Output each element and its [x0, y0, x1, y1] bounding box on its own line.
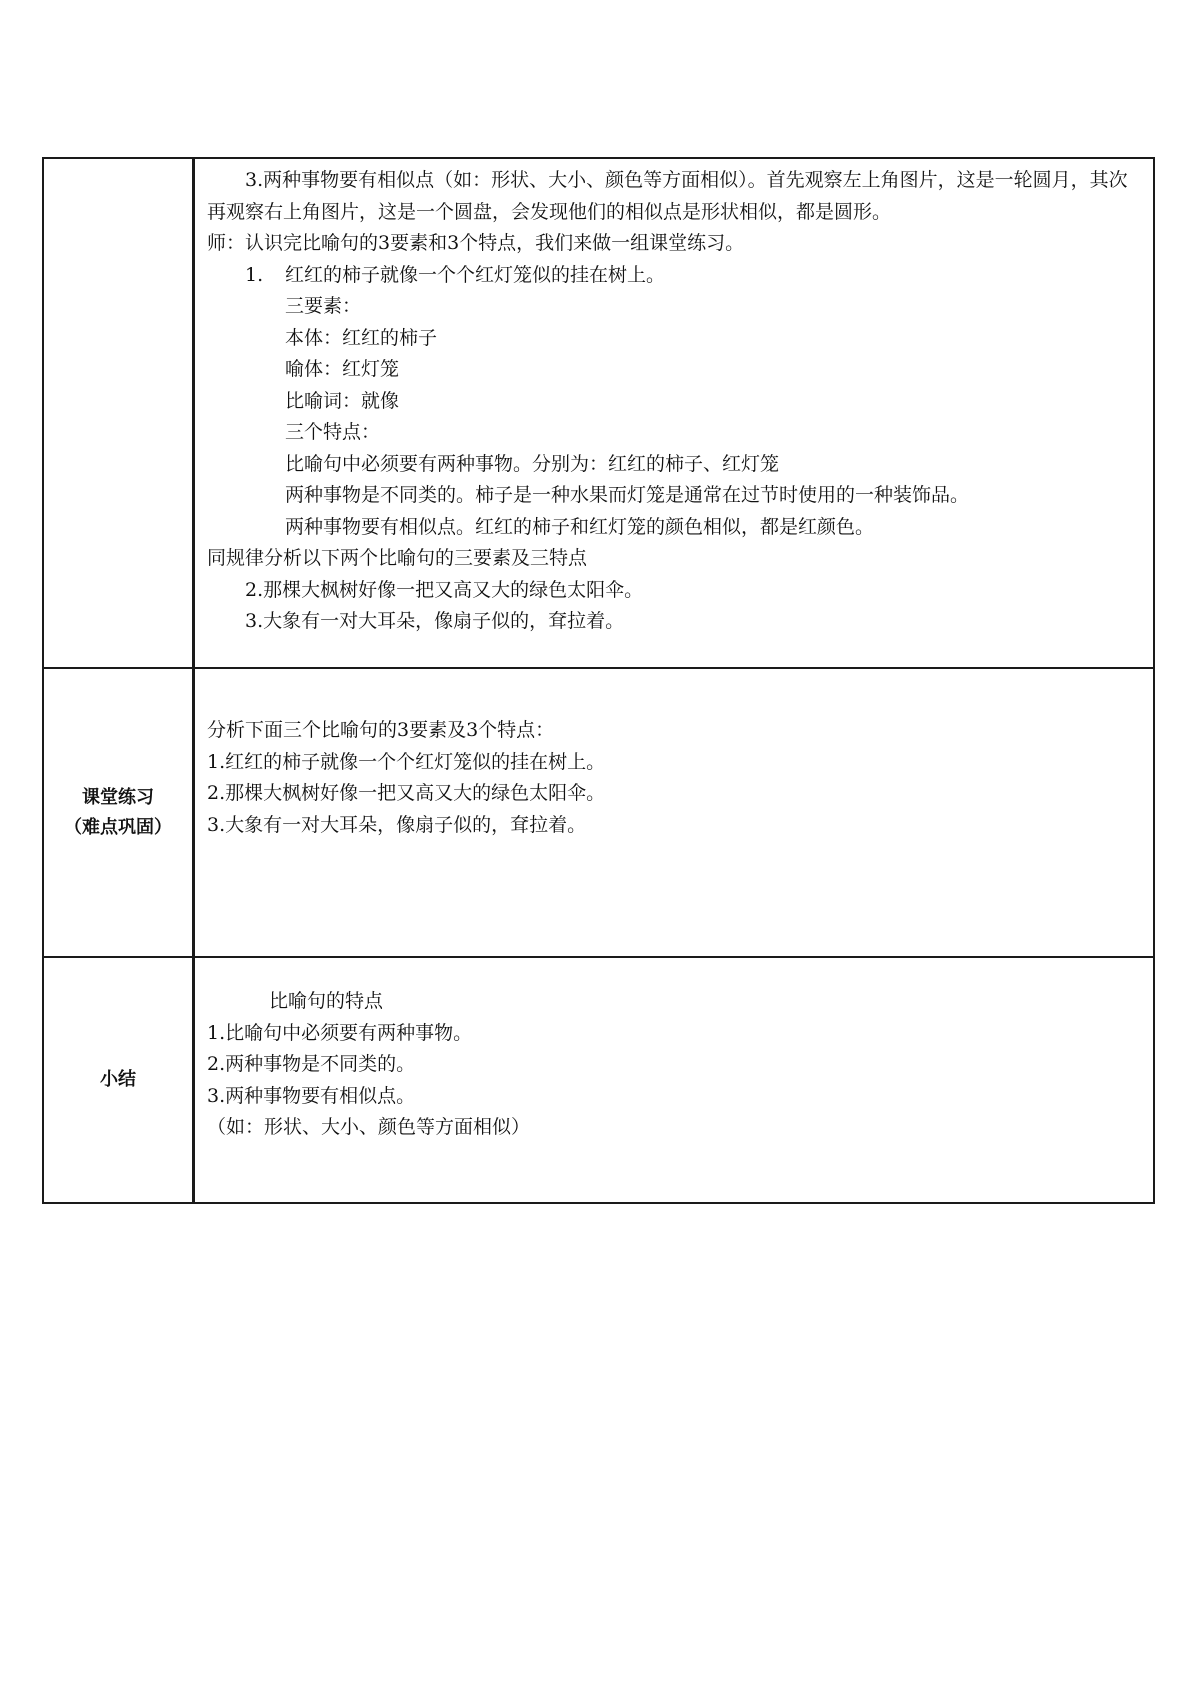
table-row-summary: [43, 957, 1154, 1203]
followup-line: 3.大象有一对大耳朵，像扇子似的，耷拉着。: [245, 610, 625, 632]
detail-line: 比喻词：就像: [285, 389, 400, 412]
followup-line: 2.那棵大枫树好像一把又高又大的绿色太阳伞。: [245, 578, 644, 601]
detail-line: 比喻句中必须要有两种事物。分别为：红红的柿子、红灯笼: [285, 452, 780, 475]
content-cell-teaching: [194, 158, 1155, 668]
row-label-cell-practice: [43, 668, 194, 957]
example-1: [207, 260, 1141, 292]
detail-line: 两种事物是不同类的。柿子是一种水果而灯笼是通常在过节时使用的一种装饰品。: [285, 484, 970, 506]
practice-line: 2.那棵大枫树好像一把又高又大的绿色太阳伞。: [207, 782, 606, 804]
practice-line: 3.大象有一对大耳朵，像扇子似的，耷拉着。: [207, 813, 587, 836]
table-row-teaching-continued: [43, 158, 1154, 668]
detail-line: 两种事物要有相似点。红红的柿子和红灯笼的颜色相似，都是红颜色。: [285, 515, 875, 538]
practice-line: 分析下面三个比喻句的3要素及3个特点：: [207, 719, 555, 741]
teacher-line: 师：认识完比喻句的3要素和3个特点，我们来做一组课堂练习。: [207, 232, 745, 254]
row-label: 课堂练习: [82, 786, 154, 808]
rule-line: 同规律分析以下两个比喻句的三要素及三特点: [207, 547, 588, 569]
detail-line: 喻体：红灯笼: [285, 358, 400, 380]
summary-line: 3.两种事物要有相似点。: [207, 1084, 416, 1107]
table-row-practice: [43, 668, 1154, 957]
paragraph-point-3: 3.两种事物要有相似点（如：形状、大小、颜色等方面相似）。首先观察左上角图片，这是一轮圆月，其次再观察右上角图片，这是一个圆盘，会发现他们的相似点是形状相似，都是圆形。: [207, 169, 1128, 223]
practice-line: 1.红红的柿子就像一个个红灯笼似的挂在树上。: [207, 750, 606, 773]
detail-line: 三个特点：: [285, 421, 381, 443]
content-cell-practice: [194, 668, 1155, 957]
detail-line: 本体：红红的柿子: [285, 326, 438, 349]
example-number: 1.: [245, 263, 264, 286]
detail-line: 三要素：: [285, 295, 362, 317]
summary-line: （如：形状、大小、颜色等方面相似）: [207, 1116, 531, 1138]
row-label-sub: （难点巩固）: [64, 816, 172, 838]
summary-heading: 比喻句的特点: [269, 990, 384, 1012]
lesson-plan-table: [42, 157, 1155, 1204]
example-text: 红红的柿子就像一个个红灯笼似的挂在树上。: [285, 263, 666, 286]
content-cell-summary: [194, 957, 1155, 1203]
row-label-cell-empty: [43, 158, 194, 668]
summary-line: 2.两种事物是不同类的。: [207, 1053, 416, 1075]
row-label: 小结: [100, 1069, 136, 1090]
summary-line: 1.比喻句中必须要有两种事物。: [207, 1021, 473, 1044]
row-label-cell-summary: [43, 957, 194, 1203]
